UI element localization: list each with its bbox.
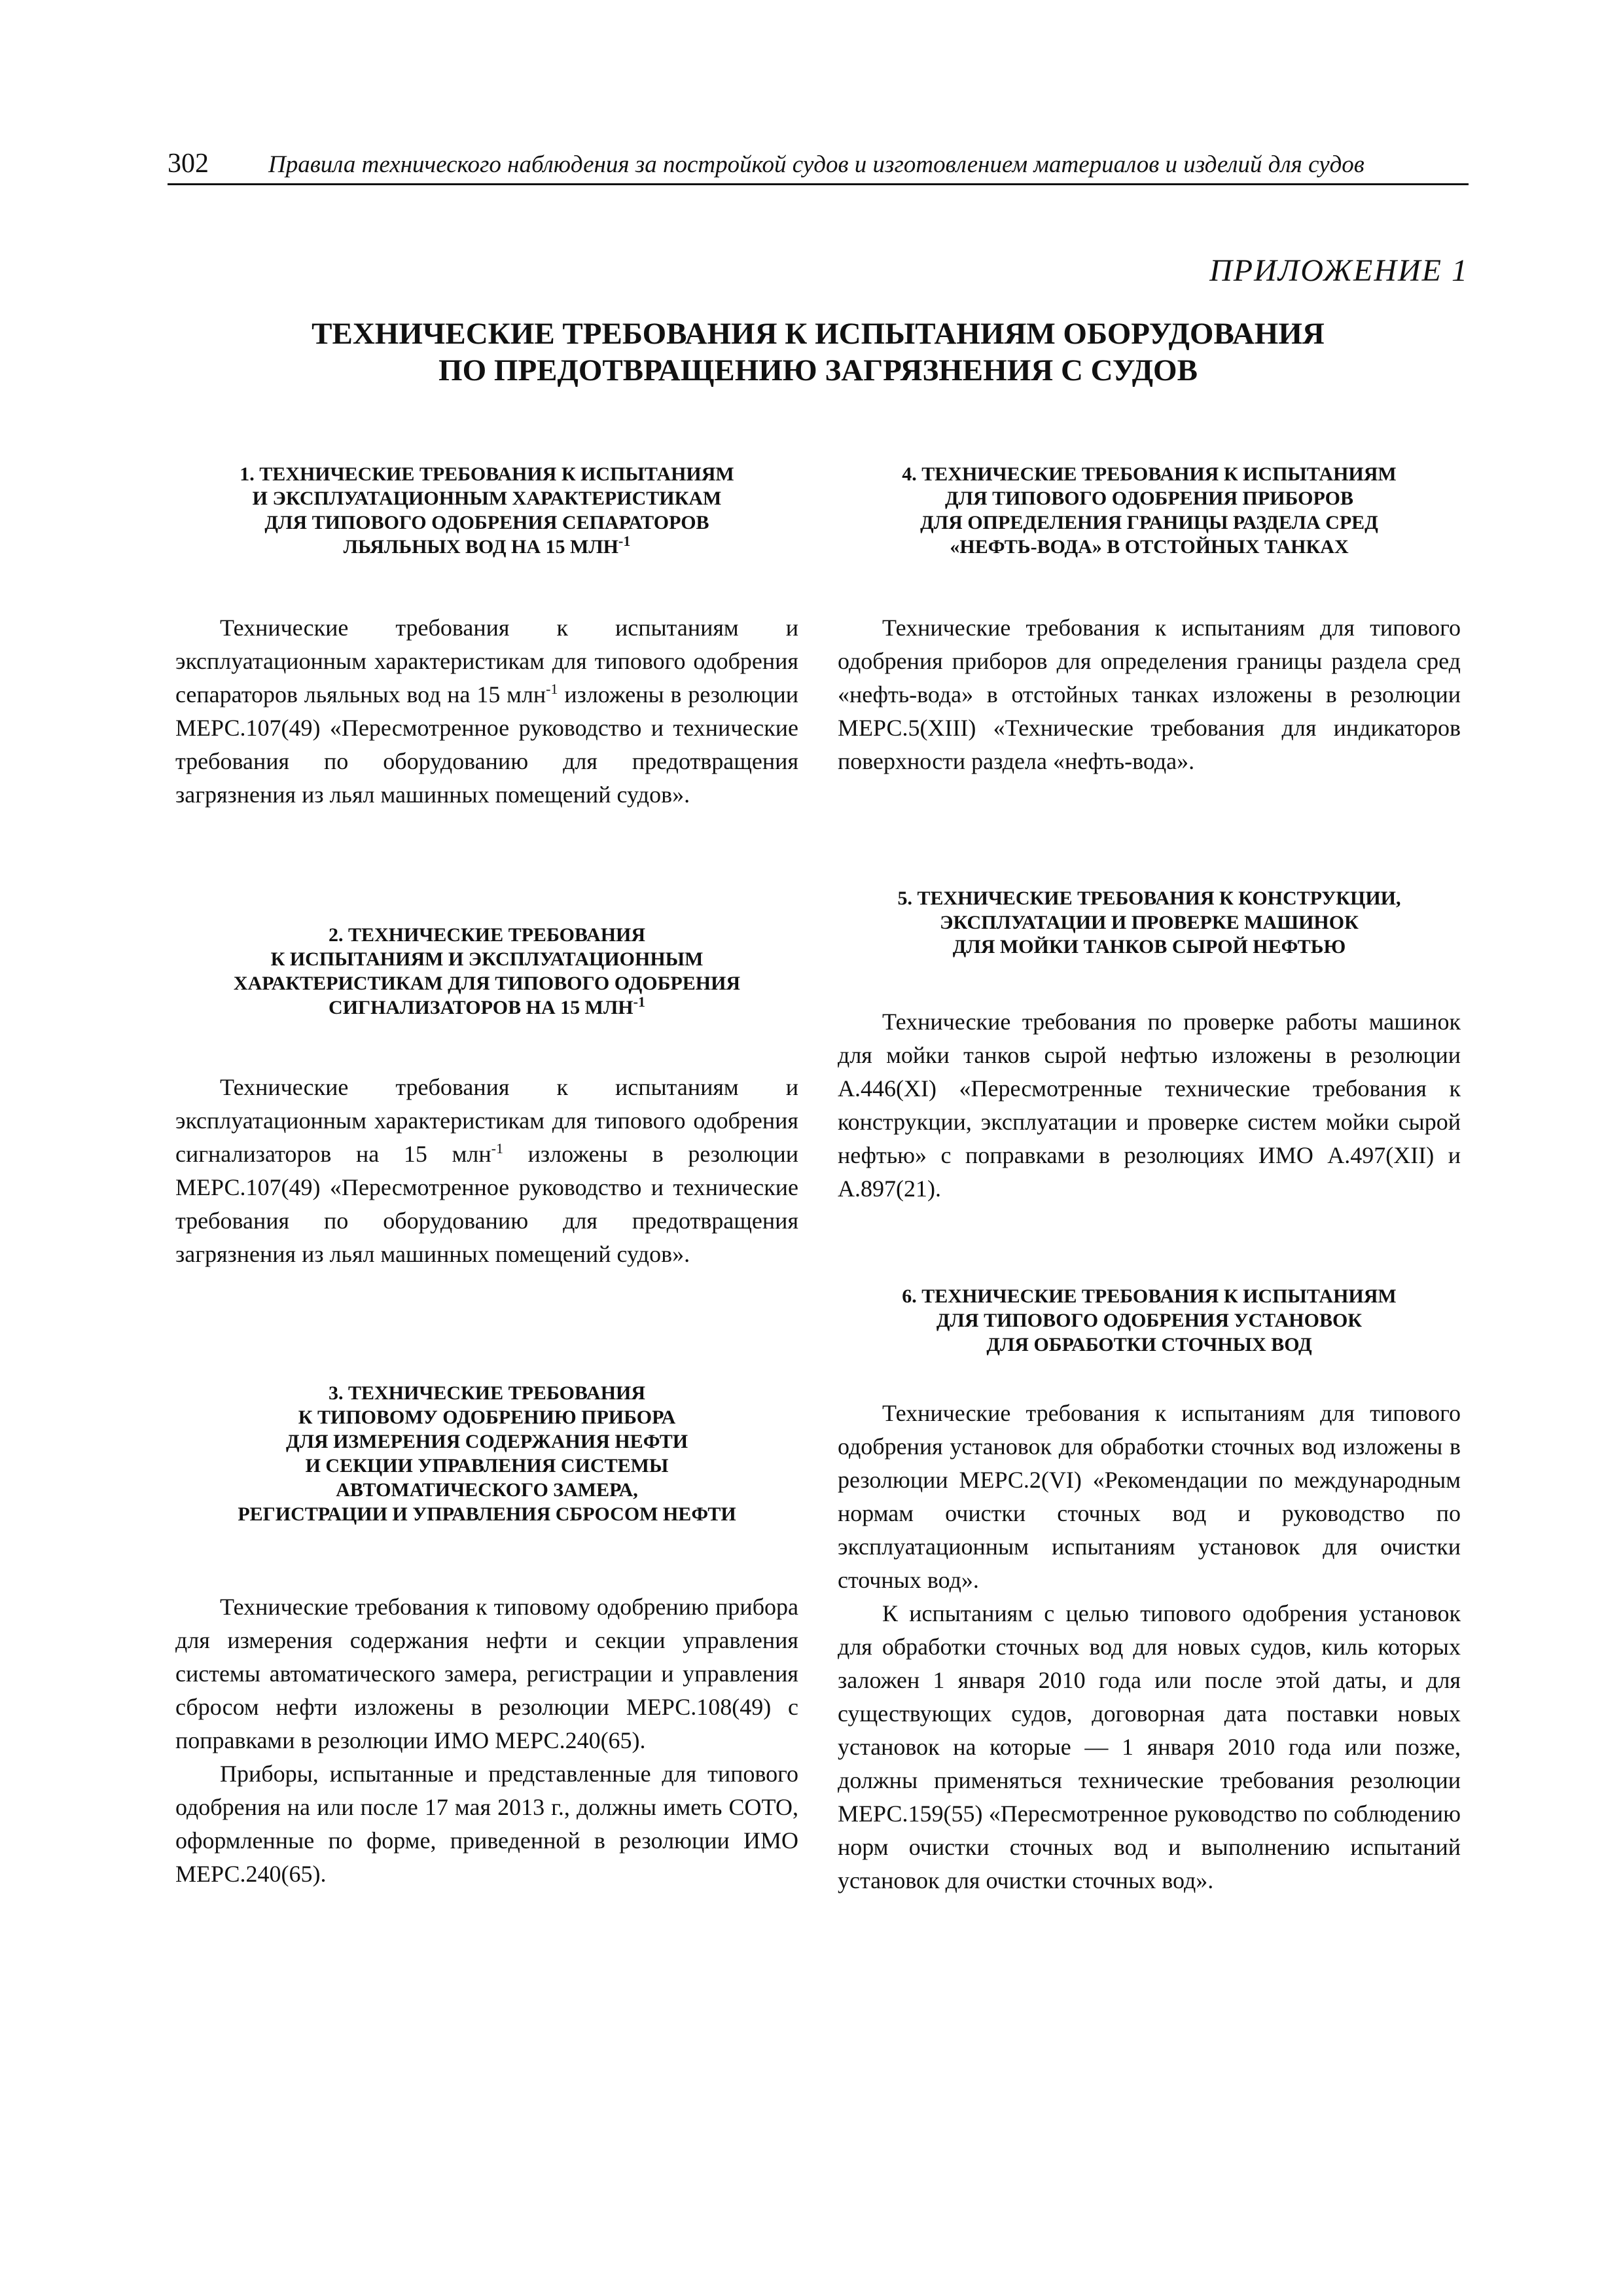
section-6-title: [838, 1284, 1461, 1357]
section-5-body: [838, 1005, 1461, 1206]
main-title-line: ПО ПРЕДОТВРАЩЕНИЮ ЗАГРЯЗНЕНИЯ С СУДОВ: [438, 353, 1198, 387]
appendix-label: ПРИЛОЖЕНИЕ 1: [1209, 253, 1469, 288]
paragraph: Технические требования к испытаниям для типового одобрения установок для обработки сточных вод изложены в резолюции МЕРС.2(VI) «Рекомендации по международным нормам очистки сточных вод и руководство по эксплуатационным испытаниям установок для очистки сточных вод».: [838, 1400, 1461, 1593]
section-1-body: [175, 611, 798, 812]
paragraph: Технические требования к испытаниям для типового одобрения приборов для определения границы раздела сред «нефть-вода» в отстойных танках изложены в резолюции МЕРС.5(XIII) «Технические требования для индикаторов поверхности раздела «нефть-вода».: [838, 615, 1461, 774]
section-title-line: И СЕКЦИИ УПРАВЛЕНИЯ СИСТЕМЫ: [305, 1455, 669, 1477]
paragraph: Технические требования к испытаниям и эксплуатационным характеристикам для типового одобрения сепараторов льяльных вод на 15 млн$^{-1}$ изложены в резолюции МЕРС.107(49) «Пересмотренное руководство и технические требования по оборудованию для предотвращения загрязнения из льял машинных помещений судов».: [175, 615, 798, 808]
section-title-line: 6. ТЕХНИЧЕСКИЕ ТРЕБОВАНИЯ К ИСПЫТАНИЯМ: [902, 1285, 1397, 1307]
section-title-line: ЭКСПЛУАТАЦИИ И ПРОВЕРКЕ МАШИНОК: [940, 912, 1359, 933]
section-title-line: 4. ТЕХНИЧЕСКИЕ ТРЕБОВАНИЯ К ИСПЫТАНИЯМ: [902, 463, 1397, 485]
section-title-line: ДЛЯ ИЗМЕРЕНИЯ СОДЕРЖАНИЯ НЕФТИ: [285, 1431, 688, 1452]
main-title: [168, 315, 1469, 389]
running-header: [168, 147, 1469, 185]
section-title-line: 2. ТЕХНИЧЕСКИЕ ТРЕБОВАНИЯ: [328, 924, 646, 946]
main-title-line: ТЕХНИЧЕСКИЕ ТРЕБОВАНИЯ К ИСПЫТАНИЯМ ОБОРУДОВАНИЯ: [312, 317, 1325, 351]
paragraph: Технические требования к типовому одобрению прибора для измерения содержания нефти и секции управления системы автоматического замера, регистрации и управления сбросом нефти изложены в резолюции МЕРС.108(49) с поправками в резолюции ИМО МЕРС.240(65).: [175, 1594, 798, 1753]
section-title-line: К ИСПЫТАНИЯМ И ЭКСПЛУАТАЦИОННЫМ: [270, 948, 704, 970]
section-title-line: 1. ТЕХНИЧЕСКИЕ ТРЕБОВАНИЯ К ИСПЫТАНИЯМ: [240, 463, 734, 485]
section-title-line: «НЕФТЬ-ВОДА» В ОТСТОЙНЫХ ТАНКАХ: [950, 536, 1349, 558]
section-2-body: [175, 1071, 798, 1271]
section-title-line: 5. ТЕХНИЧЕСКИЕ ТРЕБОВАНИЯ К КОНСТРУКЦИИ,: [897, 888, 1401, 909]
section-6-body: [838, 1397, 1461, 1897]
section-3-title: [175, 1381, 798, 1526]
section-title-line: 3. ТЕХНИЧЕСКИЕ ТРЕБОВАНИЯ: [328, 1382, 646, 1404]
paragraph: Технические требования к испытаниям и эксплуатационным характеристикам для типового одобрения сигнализаторов на 15 млн$^{-1}$ изложены в резолюции МЕРС.107(49) «Пересмотренное руководство и технические требования по оборудованию для предотвращения загрязнения из льял машинных помещений судов».: [175, 1074, 798, 1267]
section-4-title: [838, 462, 1461, 559]
section-1-title: [175, 462, 798, 559]
section-title-line: И ЭКСПЛУАТАЦИОННЫМ ХАРАКТЕРИСТИКАМ: [252, 488, 722, 509]
paragraph: К испытаниям с целью типового одобрения установок для обработки сточных вод для новых судов, киль которых заложен 1 января 2010 года или после этой даты, и для существующих судов, договорная дата поставки новых установок на которые — 1 января 2010 года или позже, должны применяться технические требования резолюции МЕРС.159(55) «Пересмотренное руководство по соблюдению норм очистки сточных вод и выполнению испытаний установок для очистки сточных вод».: [838, 1600, 1461, 1893]
section-5-title: [838, 886, 1461, 959]
section-title-line: СИГНАЛИЗАТОРОВ НА 15 $МЛН^{-1}$: [329, 994, 645, 1018]
section-title-line: ДЛЯ ТИПОВОГО ОДОБРЕНИЯ ПРИБОРОВ: [945, 488, 1353, 509]
section-title-line: ДЛЯ ТИПОВОГО ОДОБРЕНИЯ УСТАНОВОК: [936, 1310, 1363, 1331]
paragraph: Приборы, испытанные и представленные для типового одобрения на или после 17 мая 2013 г., должны иметь СОТО, оформленные по форме, приведенной в резолюции ИМО МЕРС.240(65).: [175, 1761, 798, 1887]
page-number: 302: [168, 149, 209, 179]
section-3-body: [175, 1590, 798, 1891]
section-title-line: ЛЬЯЛЬНЫХ ВОД НА 15 $МЛН^{-1}$: [343, 533, 631, 558]
section-title-line: ДЛЯ ОБРАБОТКИ СТОЧНЫХ ВОД: [986, 1334, 1312, 1355]
section-title-line: ХАРАКТЕРИСТИКАМ ДЛЯ ТИПОВОГО ОДОБРЕНИЯ: [233, 973, 741, 994]
section-4-body: [838, 611, 1461, 778]
section-title-line: ДЛЯ МОЙКИ ТАНКОВ СЫРОЙ НЕФТЬЮ: [952, 936, 1346, 958]
section-2-title: [175, 923, 798, 1020]
running-title: Правила технического наблюдения за постройкой судов и изготовлением материалов и изделий для судов: [268, 151, 1364, 178]
paragraph: Технические требования по проверке работы машинок для мойки танков сырой нефтью изложены в резолюции A.446(XI) «Пересмотренные технические требования к конструкции, эксплуатации и проверке систем мойки сырой нефтью» с поправками в резолюциях ИМО A.497(XII) и A.897(21).: [838, 1009, 1461, 1202]
section-title-line: АВТОМАТИЧЕСКОГО ЗАМЕРА,: [336, 1479, 638, 1501]
section-title-line: К ТИПОВОМУ ОДОБРЕНИЮ ПРИБОРА: [298, 1407, 676, 1428]
section-title-line: ДЛЯ ОПРЕДЕЛЕНИЯ ГРАНИЦЫ РАЗДЕЛА СРЕД: [920, 512, 1378, 533]
section-title-line: ДЛЯ ТИПОВОГО ОДОБРЕНИЯ СЕПАРАТОРОВ: [264, 512, 709, 533]
section-title-line: РЕГИСТРАЦИИ И УПРАВЛЕНИЯ СБРОСОМ НЕФТИ: [238, 1503, 736, 1525]
